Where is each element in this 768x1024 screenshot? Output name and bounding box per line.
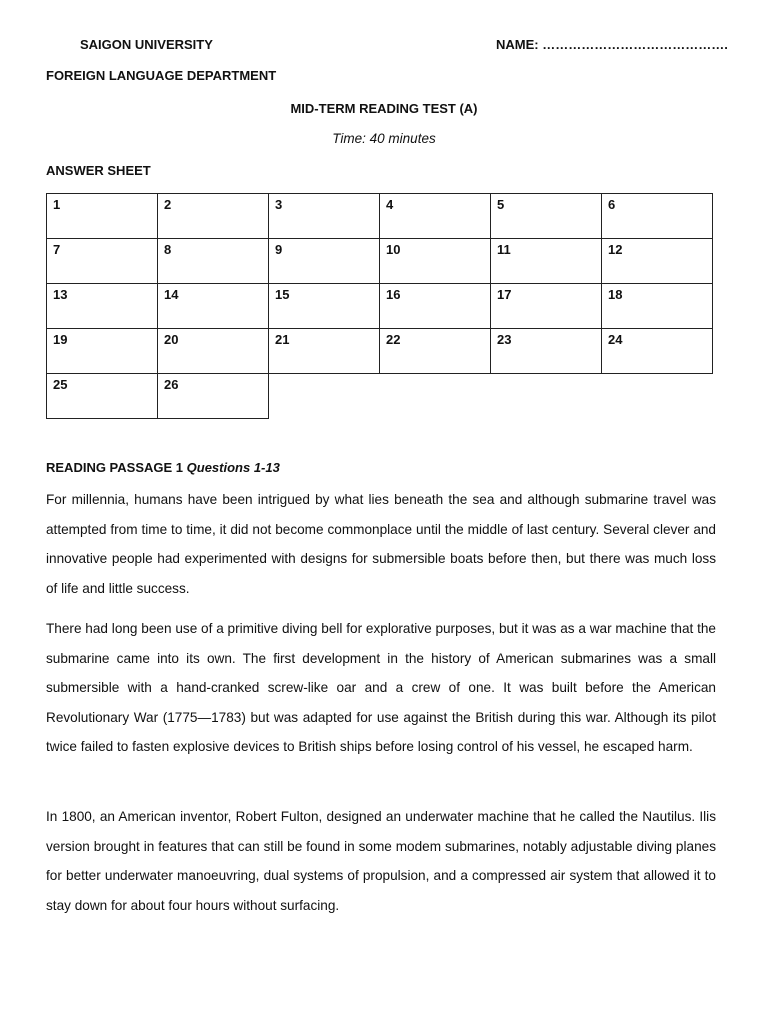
answer-sheet-label: ANSWER SHEET <box>46 163 151 178</box>
answer-cell[interactable]: 10 <box>380 239 491 284</box>
answer-cell[interactable]: 24 <box>602 329 713 374</box>
university-name: SAIGON UNIVERSITY <box>80 37 213 52</box>
answer-row <box>47 374 713 419</box>
passage-title: READING PASSAGE 1 <box>46 460 184 475</box>
empty-cell <box>269 374 380 419</box>
answer-sheet-table <box>46 193 713 419</box>
test-title: MID-TERM READING TEST (A) <box>290 101 478 116</box>
empty-cell <box>602 374 713 419</box>
answer-cell[interactable]: 19 <box>47 329 158 374</box>
answer-cell[interactable]: 22 <box>380 329 491 374</box>
answer-cell[interactable]: 15 <box>269 284 380 329</box>
answer-cell[interactable]: 3 <box>269 194 380 239</box>
answer-cell[interactable]: 6 <box>602 194 713 239</box>
answer-cell[interactable]: 26 <box>158 374 269 419</box>
answer-cell[interactable]: 5 <box>491 194 602 239</box>
empty-cell <box>380 374 491 419</box>
answer-cell[interactable]: 1 <box>47 194 158 239</box>
answer-row <box>47 239 713 284</box>
passage-questions: Questions 1-13 <box>186 460 280 475</box>
passage-paragraph-2: There had long been use of a primitive diving bell for explorative purposes, but it was as a war machine that the submarine came into its own. The first development in the history of American submarines was a small submersible with a hand-cranked screw-like oar and a crew of one. It was built before the American Revolutionary War (1775—1783) but was adapted for use against the British during this war. Although its pilot twice failed to fasten explosive devices to British ships before losing control of his vessel, he escaped harm. <box>46 621 716 754</box>
answer-cell[interactable]: 4 <box>380 194 491 239</box>
answer-row <box>47 194 713 239</box>
answer-cell[interactable]: 8 <box>158 239 269 284</box>
empty-cell <box>491 374 602 419</box>
answer-cell[interactable]: 7 <box>47 239 158 284</box>
answer-cell[interactable]: 23 <box>491 329 602 374</box>
answer-row <box>47 329 713 374</box>
answer-cell[interactable]: 12 <box>602 239 713 284</box>
passage-paragraph-1: For millennia, humans have been intrigued by what lies beneath the sea and although submarine travel was attempted from time to time, it did not become commonplace until the middle of last century. Several clever and innovative people had experimented with designs for submersible boats before then, but there was much loss of life and little success. <box>46 492 716 596</box>
answer-cell[interactable]: 11 <box>491 239 602 284</box>
answer-cell[interactable]: 13 <box>47 284 158 329</box>
answer-cell[interactable]: 17 <box>491 284 602 329</box>
answer-row <box>47 284 713 329</box>
student-name-field[interactable]: NAME: ……………………………………. <box>496 37 728 52</box>
answer-cell[interactable]: 2 <box>158 194 269 239</box>
answer-cell[interactable]: 18 <box>602 284 713 329</box>
passage-paragraph-3: In 1800, an American inventor, Robert Fulton, designed an underwater machine that he called the Nautilus. Ilis version brought in features that can still be found in some modem submarines, notably adjustable diving planes for better underwater manoeuvring, dual systems of propulsion, and a compressed air system that allowed it to stay down for about four hours without surfacing. <box>46 809 716 913</box>
test-time: Time: 40 minutes <box>332 131 436 146</box>
passage-heading <box>46 460 280 475</box>
answer-cell[interactable]: 20 <box>158 329 269 374</box>
answer-cell[interactable]: 9 <box>269 239 380 284</box>
answer-cell[interactable]: 25 <box>47 374 158 419</box>
answer-cell[interactable]: 21 <box>269 329 380 374</box>
answer-cell[interactable]: 16 <box>380 284 491 329</box>
answer-cell[interactable]: 14 <box>158 284 269 329</box>
department-name: FOREIGN LANGUAGE DEPARTMENT <box>46 68 277 83</box>
